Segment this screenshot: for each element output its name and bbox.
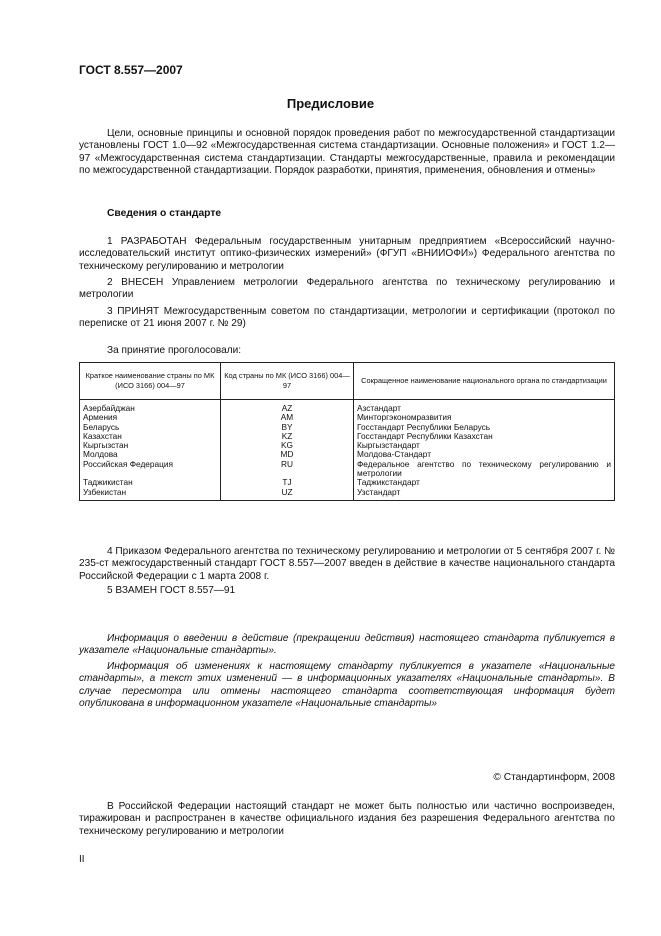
table-row — [80, 400, 615, 414]
code-cell: UZ — [221, 488, 354, 501]
header-national-body: Сокращенное наименование национального органа по стандартизации — [354, 363, 615, 400]
body-cell: Азстандарт — [354, 400, 615, 414]
country-cell: Молдова — [80, 450, 221, 459]
item-2-submitted: 2 ВНЕСЕН Управлением метрологии Федерального агентства по техническому регулированию и метрологии — [79, 277, 615, 301]
country-cell: Узбекистан — [80, 488, 221, 501]
item-1-developed: 1 РАЗРАБОТАН Федеральным государственным унитарным предприятием «Всероссийский научно-исследовательский институт оптико-физических измерений» (ФГУП «ВНИИОФИ») Федерального агентства по техническому регулированию и метрологии — [79, 236, 615, 272]
header-country: Краткое наименование страны по МК (ИСО 3166) 004—97 — [80, 363, 221, 400]
table-row — [80, 488, 615, 501]
body-cell: Минторгэкономразвития — [354, 413, 615, 422]
code-cell: AM — [221, 413, 354, 422]
body-cell: Госстандарт Республики Беларусь — [354, 423, 615, 432]
code-cell: KZ — [221, 432, 354, 441]
item-4-order: 4 Приказом Федерального агентства по техническому регулированию и метрологии от 5 сентября 2007 г. № 235-ст межгосударственный стандарт ГОСТ 8.557—2007 введен в действие в качестве национального стандарта Российской Федерации с 1 марта 2008 г. — [79, 546, 615, 582]
country-cell: Армения — [80, 413, 221, 422]
country-cell: Российская Федерация — [80, 460, 221, 479]
country-cell: Беларусь — [80, 423, 221, 432]
code-cell: MD — [221, 450, 354, 459]
document-id-header: ГОСТ 8.557—2007 — [79, 63, 183, 77]
body-cell: Кыргызстандарт — [354, 441, 615, 450]
header-code: Код страны по МК (ИСО 3166) 004—97 — [221, 363, 354, 400]
table-header-row — [80, 363, 615, 400]
table-row — [80, 460, 615, 479]
country-cell: Таджикистан — [80, 478, 221, 487]
vote-table — [79, 362, 615, 501]
body-cell: Федеральное агентство по техническому регулированию и метрологии — [354, 460, 615, 479]
vote-label: За принятие проголосовали: — [107, 345, 242, 356]
code-cell: TJ — [221, 478, 354, 487]
legal-notice: В Российской Федерации настоящий стандарт не может быть полностью или частично воспроизведен, тиражирован и распространен в качестве официального издания без разрешения Федерального агентства по техническому регулированию и метрологии — [79, 801, 615, 837]
notice-paragraph-2: Информация об изменениях к настоящему стандарту публикуется в указателе «Национальные стандарты», а текст этих изменений — в информационных указателях «Национальные стандарты». В случае пересмотра или отмены настоящего стандарта соответствующая информация будет опубликована в информационном указателе «Национальные стандарты» — [79, 661, 615, 710]
page-number: II — [79, 854, 85, 865]
copyright-notice: © Стандартинформ, 2008 — [493, 772, 615, 783]
table-row — [80, 441, 615, 450]
country-cell: Казахстан — [80, 432, 221, 441]
body-cell: Таджикстандарт — [354, 478, 615, 487]
page-title: Предисловие — [286, 96, 375, 111]
code-cell: RU — [221, 460, 354, 479]
code-cell: AZ — [221, 400, 354, 414]
country-cell: Кыргызстан — [80, 441, 221, 450]
body-cell: Узстандарт — [354, 488, 615, 501]
intro-paragraph: Цели, основные принципы и основной порядок проведения работ по межгосударственной стандартизации установлены ГОСТ 1.0—92 «Межгосударственная система стандартизации. Основные положения» и ГОСТ 1.2—97 «Межгосударственная система стандартизации. Стандарты межгосударственные, правила и рекомендации по межгосударственной стандартизации. Порядок разработки, принятия, применения, обновления и отмены» — [79, 128, 615, 177]
item-3-adopted: 3 ПРИНЯТ Межгосударственным советом по стандартизации, метрологии и сертификации (протокол по переписке от 21 июня 2007 г. № 29) — [79, 306, 615, 330]
info-heading: Сведения о стандарте — [107, 208, 222, 219]
table-row — [80, 432, 615, 441]
item-5-replaces: 5 ВЗАМЕН ГОСТ 8.557—91 — [107, 585, 236, 596]
table-row — [80, 478, 615, 487]
country-cell: Азербайджан — [80, 400, 221, 414]
table-row — [80, 423, 615, 432]
code-cell: KG — [221, 441, 354, 450]
body-cell: Молдова-Стандарт — [354, 450, 615, 459]
table-row — [80, 413, 615, 422]
body-cell: Госстандарт Республики Казахстан — [354, 432, 615, 441]
notice-paragraph-1: Информация о введении в действие (прекращении действия) настоящего стандарта публикуется в указателе «Национальные стандарты». — [79, 633, 615, 657]
code-cell: BY — [221, 423, 354, 432]
